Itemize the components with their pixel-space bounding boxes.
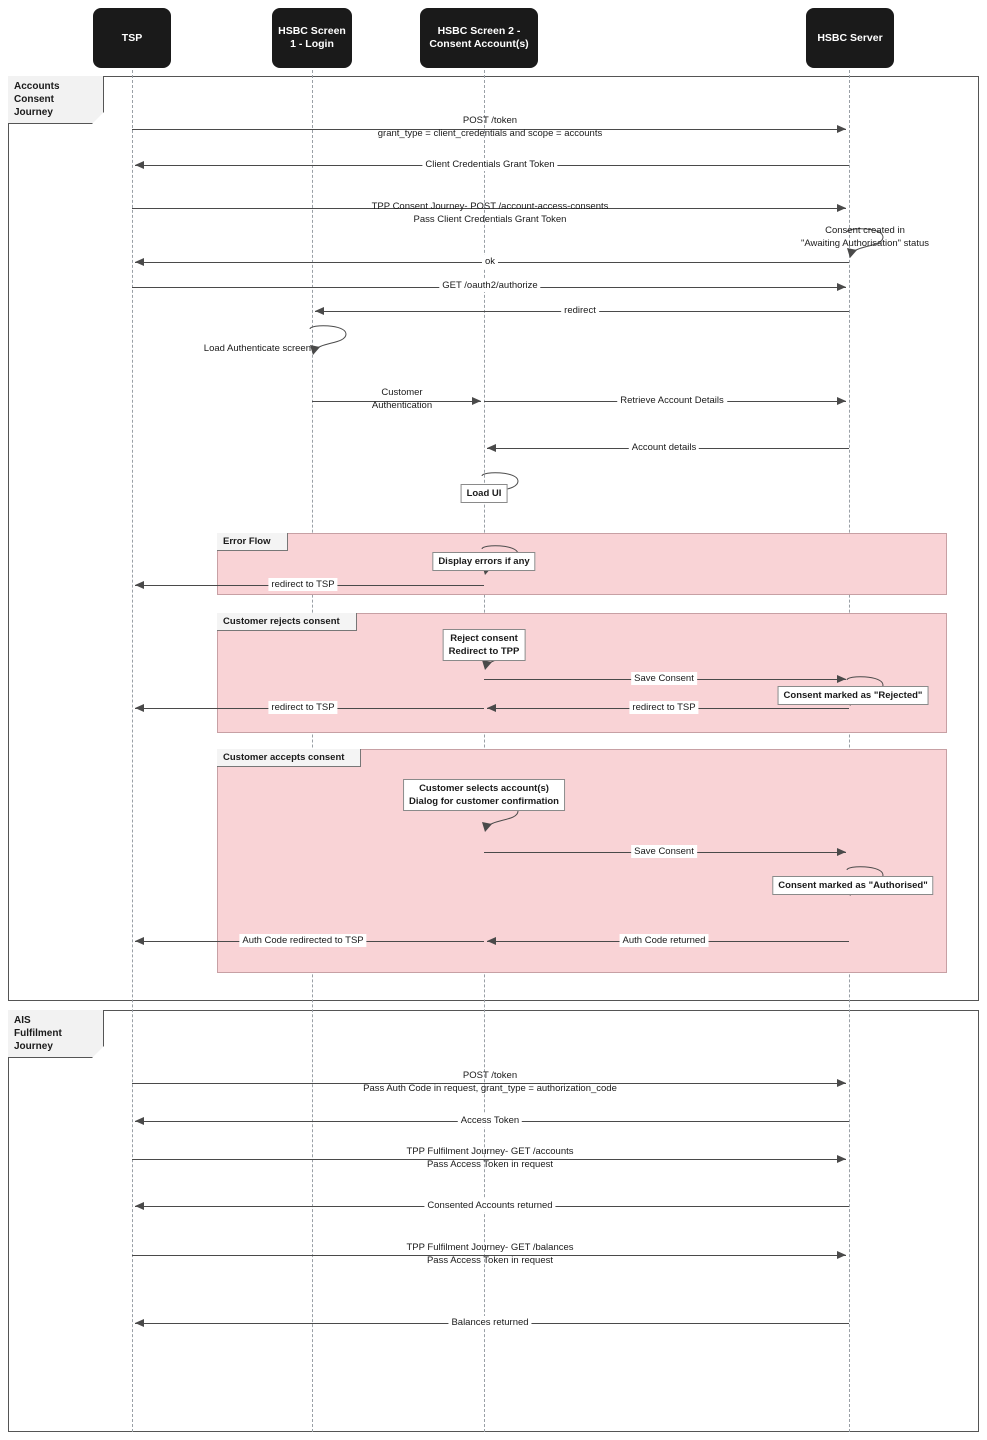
message-arrow-m4 [135, 258, 144, 266]
self-call-label-consent-authorised: Consent marked as "Authorised" [772, 876, 933, 895]
message-label-m12: redirect to TSP [629, 701, 698, 714]
message-label-m11: Save Consent [631, 672, 697, 685]
message-label-m13: redirect to TSP [268, 701, 337, 714]
message-label-m5: GET /oauth2/authorize [439, 279, 540, 292]
self-call-label-reject-consent: Reject consent Redirect to TPP [443, 629, 526, 661]
message-label-m4: ok [482, 255, 498, 268]
alt-label-customer-accepts: Customer accepts consent [217, 749, 361, 767]
participant-screen1[interactable] [272, 8, 352, 68]
message-label-m10: redirect to TSP [268, 578, 337, 591]
message-label-m15: Auth Code returned [620, 934, 709, 947]
message-label-m14: Save Consent [631, 845, 697, 858]
participant-label-server: HSBC Server [817, 31, 883, 44]
message-label-m6: redirect [561, 304, 599, 317]
message-arrow-m20 [135, 1202, 144, 1210]
alt-label-customer-rejects: Customer rejects consent [217, 613, 357, 631]
message-label-m21: TPP Fulfilment Journey- GET /balances Pass Access Token in request [406, 1242, 574, 1266]
message-arrow-m22 [135, 1319, 144, 1327]
message-label-m17: POST /token Pass Auth Code in request, grant_type = authorization_code [363, 1070, 617, 1094]
message-arrow-m5 [837, 283, 846, 291]
alt-block-customer-rejects [217, 613, 947, 733]
message-arrow-m7 [837, 397, 846, 405]
message-arrow-m8 [472, 397, 481, 405]
self-call-label-display-errors: Display errors if any [432, 552, 535, 571]
participant-screen2[interactable] [420, 8, 538, 68]
self-call-label-consent-rejected: Consent marked as "Rejected" [778, 686, 929, 705]
message-label-m18: Access Token [458, 1114, 522, 1127]
message-label-m1: POST /token grant_type = client_credentials and scope = accounts [377, 115, 603, 139]
participant-server[interactable] [806, 8, 894, 68]
message-label-m19: TPP Fulfilment Journey- GET /accounts Pass Access Token in request [406, 1146, 574, 1170]
participant-label-screen1: HSBC Screen 1 - Login [278, 25, 346, 50]
message-label-m8: Customer Authentication [371, 387, 433, 411]
message-arrow-m13 [135, 704, 144, 712]
self-call-label-load-ui: Load UI [461, 484, 508, 503]
participant-label-screen2: HSBC Screen 2 - Consent Account(s) [429, 25, 529, 50]
alt-label-error-flow: Error Flow [217, 533, 288, 551]
message-label-m20: Consented Accounts returned [424, 1199, 555, 1212]
message-arrow-m2 [135, 161, 144, 169]
message-label-m16: Auth Code redirected to TSP [239, 934, 366, 947]
participant-tsp[interactable] [93, 8, 171, 68]
lifeline-tsp [132, 70, 133, 1432]
message-label-m7: Retrieve Account Details [617, 394, 727, 407]
message-arrow-m14 [837, 848, 846, 856]
message-arrow-m18 [135, 1117, 144, 1125]
message-arrow-m1 [837, 125, 846, 133]
message-label-m22: Balances returned [448, 1316, 531, 1329]
message-arrow-m19 [837, 1155, 846, 1163]
self-call-label-load-authenticate-screen: Load Authenticate screen [203, 343, 311, 354]
self-call-load-authenticate-screen [308, 325, 354, 359]
message-arrow-m17 [837, 1079, 846, 1087]
message-arrow-m3 [837, 204, 846, 212]
self-call-label-customer-selects-accounts: Customer selects account(s) Dialog for customer confirmation [403, 779, 565, 811]
frame-label-accounts-consent-journey: Accounts Consent Journey [8, 76, 104, 124]
message-arrow-m16 [135, 937, 144, 945]
message-arrow-m10 [135, 581, 144, 589]
participant-label-tsp: TSP [121, 31, 143, 44]
message-label-m2: Client Credentials Grant Token [422, 158, 557, 171]
message-arrow-m6 [315, 307, 324, 315]
message-label-m3: TPP Consent Journey- POST /account-access-consents Pass Client Credentials Grant Token [371, 201, 609, 225]
message-arrow-m15 [487, 937, 496, 945]
self-call-label-consent-created: Consent created in "Awaiting Authorisation" status [800, 225, 930, 249]
frame-label-ais-fulfilment-journey: AIS Fulfilment Journey [8, 1010, 104, 1058]
message-arrow-m12 [487, 704, 496, 712]
message-arrow-m21 [837, 1251, 846, 1259]
message-arrow-m9 [487, 444, 496, 452]
message-label-m9: Account details [629, 441, 699, 454]
